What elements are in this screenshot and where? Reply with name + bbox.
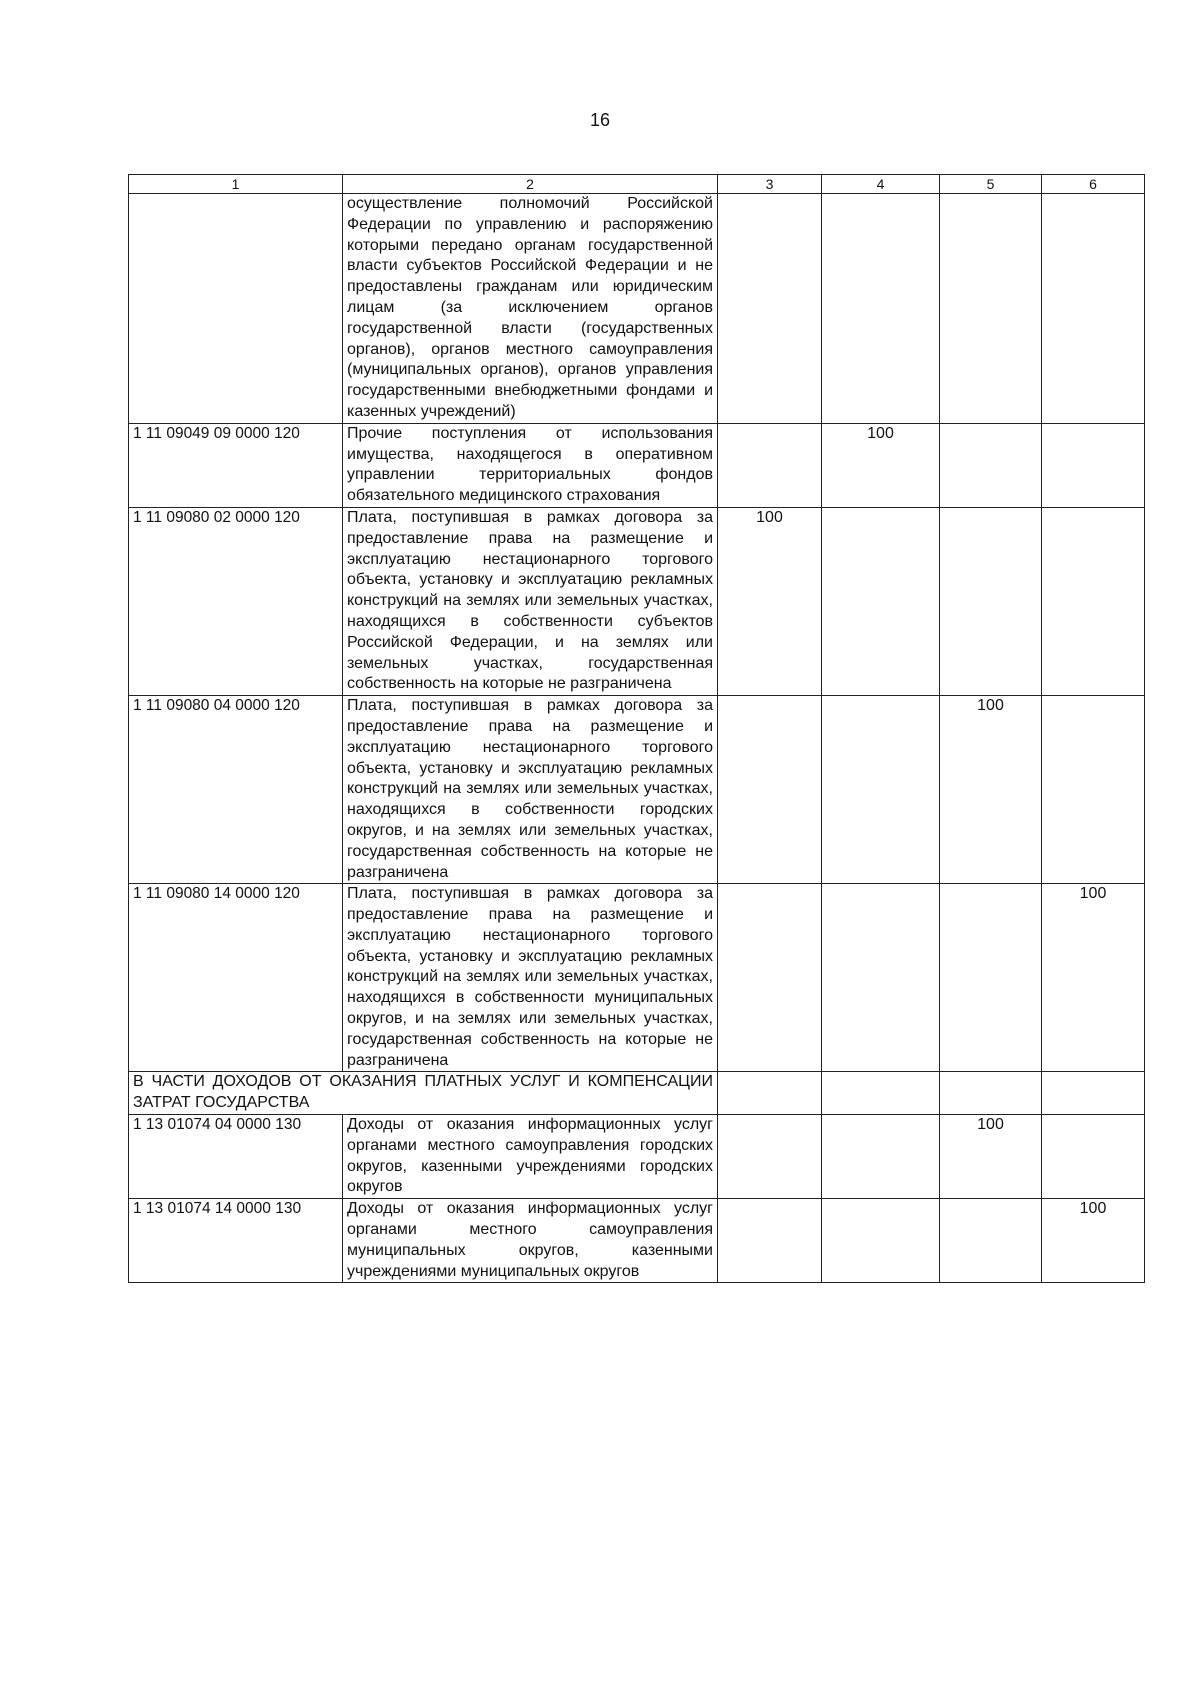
share-col-5 xyxy=(940,1199,1042,1283)
share-col-5: 100 xyxy=(940,696,1042,884)
revenue-description: Доходы от оказания информационных услуг органами местного самоуправления городских округов, казенными учреждениями городских округов xyxy=(343,1115,718,1199)
header-col-1: 1 xyxy=(129,175,343,194)
share-col-6 xyxy=(1042,194,1145,424)
share-col-5 xyxy=(940,194,1042,424)
share-col-3: 100 xyxy=(718,507,822,695)
header-col-4: 4 xyxy=(822,175,940,194)
kbk-code: 1 11 09080 14 0000 120 xyxy=(129,884,343,1072)
share-col-4 xyxy=(822,884,940,1072)
share-col-4 xyxy=(822,507,940,695)
kbk-code: 1 11 09080 02 0000 120 xyxy=(129,507,343,695)
table-row xyxy=(129,194,1145,424)
revenue-table xyxy=(128,174,1145,1283)
header-col-3: 3 xyxy=(718,175,822,194)
share-col-5 xyxy=(940,423,1042,507)
share-col-6 xyxy=(1042,696,1145,884)
share-col-5 xyxy=(940,884,1042,1072)
section-row xyxy=(129,1072,1145,1115)
share-col-3 xyxy=(718,194,822,424)
share-col-4 xyxy=(822,1115,940,1199)
page-number: 16 xyxy=(589,110,611,130)
table-row xyxy=(129,884,1145,1072)
revenue-description: осуществление полномочий Российской Федерации по управлению и распоряжению которыми передано органам государственной власти субъектов Российской Федерации и не предоставлены гражданам или юридическим лицам (за исключением органов государственной власти (государственных органов), органов местного самоуправления (муниципальных органов), органов управления государственными внебюджетными фондами и казенных учреждений) xyxy=(343,194,718,424)
share-col-3 xyxy=(718,884,822,1072)
table-row xyxy=(129,1199,1145,1283)
table-row xyxy=(129,1115,1145,1199)
table-row xyxy=(129,423,1145,507)
revenue-description: Плата, поступившая в рамках договора за предоставление права на размещение и эксплуатацию нестационарного торгового объекта, установку и эксплуатацию рекламных конструкций на землях или земельных участках, находящихся в собственности городских округов, и на землях или земельных участках, государственная собственность на которые не разграничена xyxy=(343,696,718,884)
revenue-description: Плата, поступившая в рамках договора за предоставление права на размещение и эксплуатацию нестационарного торгового объекта, установку и эксплуатацию рекламных конструкций на землях или земельных участках, находящихся в собственности муниципальных округов, и на землях или земельных участках, государственная собственность на которые не разграничена xyxy=(343,884,718,1072)
kbk-code: 1 11 09080 04 0000 120 xyxy=(129,696,343,884)
share-col-3 xyxy=(718,696,822,884)
share-col-6: 100 xyxy=(1042,884,1145,1072)
empty-cell xyxy=(1042,1072,1145,1115)
header-col-2: 2 xyxy=(343,175,718,194)
revenue-description: Прочие поступления от использования имущества, находящегося в оперативном управлении территориальных фондов обязательного медицинского страхования xyxy=(343,423,718,507)
share-col-5: 100 xyxy=(940,1115,1042,1199)
kbk-code: 1 13 01074 14 0000 130 xyxy=(129,1199,343,1283)
share-col-4: 100 xyxy=(822,423,940,507)
share-col-3 xyxy=(718,1199,822,1283)
kbk-code: 1 13 01074 04 0000 130 xyxy=(129,1115,343,1199)
table-row xyxy=(129,696,1145,884)
empty-cell xyxy=(940,1072,1042,1115)
share-col-3 xyxy=(718,423,822,507)
share-col-5 xyxy=(940,507,1042,695)
table-row xyxy=(129,507,1145,695)
share-col-6 xyxy=(1042,423,1145,507)
share-col-4 xyxy=(822,1199,940,1283)
header-col-6: 6 xyxy=(1042,175,1145,194)
share-col-6: 100 xyxy=(1042,1199,1145,1283)
revenue-description: Доходы от оказания информационных услуг органами местного самоуправления муниципальных округов, казенными учреждениями муниципальных округов xyxy=(343,1199,718,1283)
share-col-6 xyxy=(1042,1115,1145,1199)
share-col-6 xyxy=(1042,507,1145,695)
table-header-row xyxy=(129,175,1145,194)
empty-cell xyxy=(718,1072,822,1115)
kbk-code: 1 11 09049 09 0000 120 xyxy=(129,423,343,507)
kbk-code xyxy=(129,194,343,424)
revenue-description: Плата, поступившая в рамках договора за предоставление права на размещение и эксплуатацию нестационарного торгового объекта, установку и эксплуатацию рекламных конструкций на землях или земельных участках, находящихся в собственности субъектов Российской Федерации, и на землях или земельных участках, государственная собственность на которые не разграничена xyxy=(343,507,718,695)
header-col-5: 5 xyxy=(940,175,1042,194)
section-title: В ЧАСТИ ДОХОДОВ ОТ ОКАЗАНИЯ ПЛАТНЫХ УСЛУГ И КОМПЕНСАЦИИ ЗАТРАТ ГОСУДАРСТВА xyxy=(129,1072,718,1115)
empty-cell xyxy=(822,1072,940,1115)
share-col-4 xyxy=(822,696,940,884)
share-col-4 xyxy=(822,194,940,424)
share-col-3 xyxy=(718,1115,822,1199)
